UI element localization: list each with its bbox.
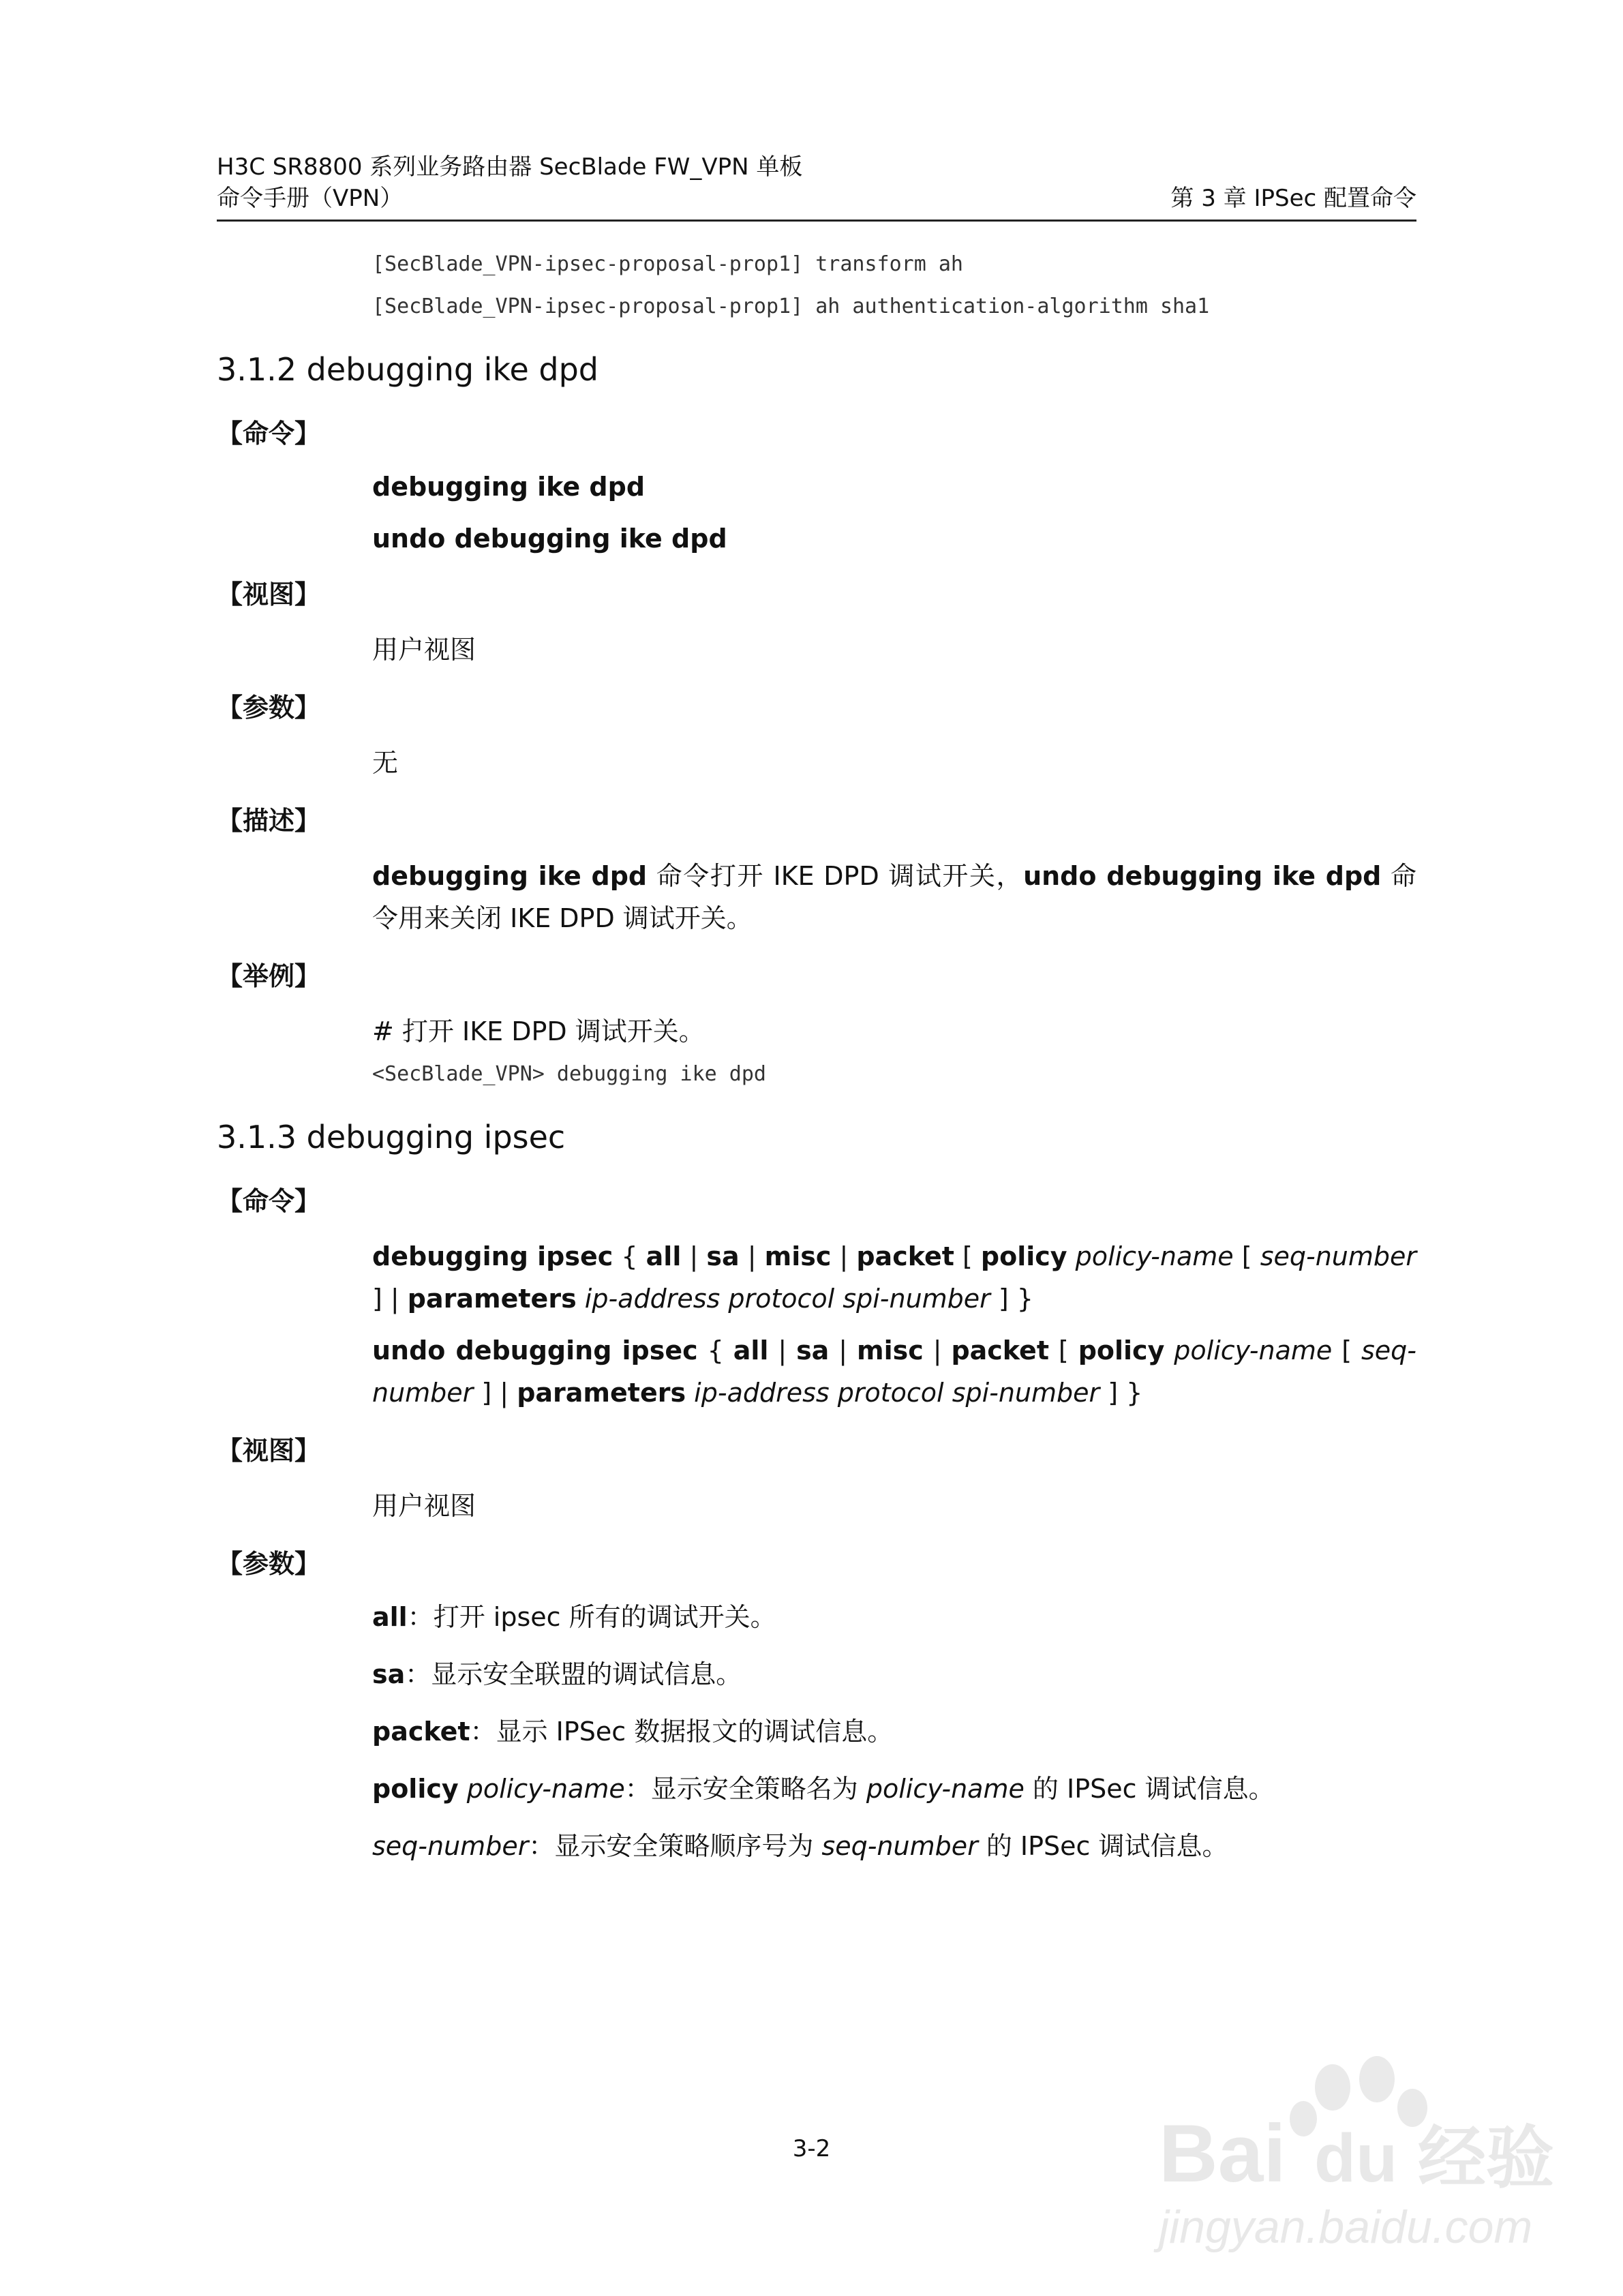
param-argument: policy-name bbox=[866, 1774, 1025, 1804]
syntax-argument: seq-number bbox=[372, 1335, 1417, 1408]
desc-command: debugging ike dpd bbox=[372, 861, 648, 891]
syntax-keyword: policy bbox=[1078, 1335, 1165, 1365]
example-block bbox=[372, 1010, 1416, 1088]
command-block bbox=[372, 468, 1416, 558]
tag-params: 【参数】 bbox=[217, 693, 321, 723]
param-desc: ：显示安全策略顺序号为 bbox=[528, 1831, 822, 1861]
syntax-keyword: misc bbox=[764, 1241, 832, 1271]
desc-command: undo debugging ike dpd bbox=[1023, 861, 1382, 891]
command-line: undo debugging ike dpd bbox=[372, 524, 727, 554]
header-title: H3C SR8800 系列业务路由器 SecBlade FW_VPN 单板 bbox=[217, 153, 803, 181]
syntax-argument: seq-number bbox=[1260, 1241, 1417, 1271]
syntax-symbol: | bbox=[829, 1335, 857, 1365]
param-item-policy bbox=[372, 1770, 1416, 1808]
command-syntax bbox=[372, 1329, 1416, 1414]
syntax-argument: ip-address protocol spi-number bbox=[584, 1284, 990, 1314]
param-desc: ：显示 IPSec 数据报文的调试信息。 bbox=[470, 1717, 894, 1747]
param-keyword: sa bbox=[372, 1659, 406, 1689]
syntax-symbol: { bbox=[697, 1335, 733, 1365]
syntax-keyword: parameters bbox=[407, 1284, 577, 1314]
command-syntax bbox=[372, 1235, 1416, 1320]
syntax-keyword: packet bbox=[856, 1241, 954, 1271]
syntax-symbol: ] } bbox=[990, 1284, 1033, 1314]
param-desc: ：显示安全策略名为 bbox=[624, 1774, 866, 1804]
param-item-seq-number bbox=[372, 1827, 1416, 1865]
tag-example: 【举例】 bbox=[217, 961, 321, 991]
view-text: 用户视图 bbox=[372, 1491, 476, 1521]
syntax-symbol bbox=[686, 1378, 694, 1408]
syntax-keyword: sa bbox=[796, 1335, 830, 1365]
syntax-keyword: parameters bbox=[517, 1378, 686, 1408]
syntax-symbol: | bbox=[739, 1241, 765, 1271]
syntax-argument: policy-name bbox=[1075, 1241, 1234, 1271]
param-keyword: packet bbox=[372, 1717, 470, 1747]
syntax-keyword: misc bbox=[857, 1335, 924, 1365]
param-desc: 的 IPSec 调试信息。 bbox=[977, 1831, 1228, 1861]
header-chapter: 第 3 章 IPSec 配置命令 bbox=[1170, 185, 1416, 212]
syntax-symbol: ] | bbox=[372, 1284, 408, 1314]
param-item-packet bbox=[372, 1712, 1416, 1751]
syntax-argument: policy-name bbox=[1174, 1335, 1333, 1365]
syntax-symbol: | bbox=[923, 1335, 952, 1365]
syntax-keyword: all bbox=[733, 1335, 769, 1365]
command-line: debugging ike dpd bbox=[372, 472, 646, 502]
code-line: [SecBlade_VPN-ipsec-proposal-prop1] ah authentication-algorithm sha1 bbox=[372, 294, 1210, 318]
desc-text: 命令打开 IKE DPD 调试开关， bbox=[647, 861, 1024, 891]
command-block bbox=[372, 1235, 1416, 1414]
tag-view: 【视图】 bbox=[217, 1436, 321, 1466]
syntax-symbol: { bbox=[613, 1241, 646, 1271]
params-list bbox=[372, 1598, 1416, 1865]
syntax-symbol: [ bbox=[1332, 1335, 1361, 1365]
intro-code-block bbox=[372, 251, 1416, 320]
syntax-symbol bbox=[577, 1284, 585, 1314]
example-text: # 打开 IKE DPD 调试开关。 bbox=[372, 1016, 705, 1046]
syntax-keyword: all bbox=[646, 1241, 682, 1271]
page-number: 3-2 bbox=[792, 2135, 831, 2162]
header-row bbox=[217, 183, 1416, 214]
syntax-keyword: policy bbox=[980, 1241, 1067, 1271]
syntax-symbol bbox=[1067, 1241, 1076, 1271]
param-argument: policy-name bbox=[466, 1774, 625, 1804]
tag-description: 【描述】 bbox=[217, 806, 321, 836]
tag-command: 【命令】 bbox=[217, 419, 321, 449]
tag-view: 【视图】 bbox=[217, 579, 321, 609]
example-code: <SecBlade_VPN> debugging ike dpd bbox=[372, 1062, 766, 1086]
watermark-url: jingyan.baidu.com bbox=[1159, 2201, 1533, 2253]
baidu-jingyan-watermark bbox=[1145, 2045, 1568, 2270]
params-text: 无 bbox=[372, 748, 399, 778]
param-argument: seq-number bbox=[372, 1831, 529, 1861]
param-desc: 的 IPSec 调试信息。 bbox=[1024, 1774, 1275, 1804]
tag-command: 【命令】 bbox=[217, 1186, 321, 1216]
syntax-symbol: [ bbox=[954, 1241, 981, 1271]
syntax-symbol: | bbox=[681, 1241, 707, 1271]
syntax-keyword: sa bbox=[706, 1241, 740, 1271]
tag-params: 【参数】 bbox=[217, 1549, 321, 1579]
syntax-symbol bbox=[1164, 1335, 1174, 1365]
syntax-symbol: [ bbox=[1233, 1241, 1260, 1271]
syntax-keyword: packet bbox=[951, 1335, 1049, 1365]
syntax-symbol: ] } bbox=[1099, 1378, 1143, 1408]
header-manual-name: 命令手册（VPN） bbox=[217, 185, 404, 212]
syntax-symbol: | bbox=[768, 1335, 797, 1365]
view-text: 用户视图 bbox=[372, 635, 476, 665]
syntax-symbol: [ bbox=[1049, 1335, 1078, 1365]
desc-text: 命令用来关闭 IKE DPD 调试开关。 bbox=[372, 861, 1416, 933]
syntax-symbol: | bbox=[831, 1241, 857, 1271]
header-divider bbox=[217, 220, 1416, 222]
param-argument: seq-number bbox=[821, 1831, 978, 1861]
syntax-argument: ip-address protocol spi-number bbox=[694, 1378, 1100, 1408]
param-desc: ：显示安全联盟的调试信息。 bbox=[405, 1659, 742, 1689]
page-content bbox=[217, 251, 1416, 1884]
section-title-3-1-2: 3.1.2 debugging ike dpd bbox=[217, 351, 598, 388]
syntax-symbol: ] | bbox=[473, 1378, 517, 1408]
watermark-brand: Bai bbox=[1159, 2108, 1286, 2199]
watermark-cn: 经验 bbox=[1418, 2118, 1554, 2198]
param-item-sa bbox=[372, 1655, 1416, 1693]
section-title-3-1-3: 3.1.3 debugging ipsec bbox=[217, 1119, 566, 1155]
syntax-keyword: debugging ipsec bbox=[372, 1241, 613, 1271]
watermark-logo-icon bbox=[1145, 2045, 1568, 2270]
watermark-paw-text: du bbox=[1314, 2120, 1398, 2196]
page-header bbox=[217, 151, 1416, 214]
syntax-keyword: undo debugging ipsec bbox=[372, 1335, 698, 1365]
param-keyword: policy bbox=[372, 1774, 459, 1804]
param-desc: ：打开 ipsec 所有的调试开关。 bbox=[407, 1602, 776, 1632]
param-item-all bbox=[372, 1598, 1416, 1636]
code-line: [SecBlade_VPN-ipsec-proposal-prop1] transform ah bbox=[372, 252, 963, 276]
description-text bbox=[372, 855, 1416, 939]
param-keyword: all bbox=[372, 1602, 408, 1632]
